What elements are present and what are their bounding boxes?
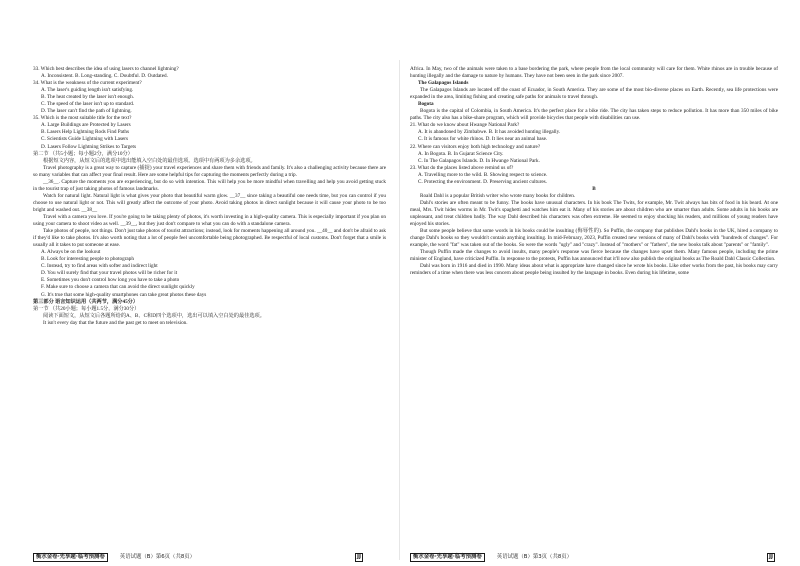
paper-code: JJ bbox=[356, 553, 361, 560]
text-line: G. It's true that some high-quality smartphones can take great photos these days bbox=[41, 291, 207, 298]
right-page bbox=[400, 0, 800, 566]
text-line: Dahl's stories are often meant to be funny. The books have unusual characters. In his book The Twits, for example, Mr. Twit always has bits of food in his beard. At one meal, Mrs. Twit hides worms in Mr. Twit's spaghetti and watches him eat it. Many of his stories are about children who are smarter than adults. Some adults in his books are unpleasant, and treat children badly. The way Dahl described his characters was often extreme. He seemed to enjoy shocking his readers, and millions of young readers have enjoyed his stories. bbox=[410, 199, 778, 228]
text-line: The Galapagos Islands are located off the coast of Ecuador, in South America. They are some of the most bio-diverse places on Earth. Recently, sea life protections were expanded in the area, limiting fishing and creating safe paths for animals to travel through. bbox=[410, 87, 778, 101]
text-line: A. Large Buildings are Protected by Lasers bbox=[41, 122, 131, 129]
text-line: 第一节 （共20小题；每小题1.5分，满分30分） bbox=[33, 305, 140, 312]
text-line: D. You will surely find that your travel photos will be richer for it bbox=[41, 270, 178, 277]
text-line: E. Sometimes you don't control how long you have to take a photo bbox=[41, 277, 180, 284]
text-line: Bogota is the capital of Colombia, in South America. It's the perfect place for a bike ride. The city has taken steps to reduce pollution. It has more than 350 miles of bike paths. The city also has a bike-share program, which will provide bicycles that people with disabilities can use. bbox=[410, 108, 778, 122]
text-line: Travel with a camera you love. If you're going to be taking plenty of photos, it's worth investing in a high-quality camera. This is especially important if you plan on using your camera to shoot video as well. __39__, but they just don't compare to what you can do with a standalone camera. bbox=[33, 213, 386, 228]
left-page-text bbox=[33, 66, 386, 327]
text-line: A. It is abandoned by Zimbabwe. B. It has avoided hunting illegally. bbox=[418, 129, 561, 136]
text-line: Dahl was born in 1916 and died in 1990. Many ideas about what is appropriate have changed since he wrote his books. Like other works from the past, his books may carry reminders of a time when there was less concern about people being insulted by the language in books. Even during his lifetime, some bbox=[410, 263, 778, 277]
text-line: D. Lasers Follow Lightning Strikes to Targets bbox=[41, 143, 136, 150]
text-line: 34. What is the weakness of the current experiment? bbox=[33, 80, 142, 87]
text-line: B. The heat created by the laser isn't enough. bbox=[41, 94, 135, 101]
text-line: 阅读下面短文，从短文后各题所给的A、B、C和D四个选项中，选出可以填入空白处的最佳选项。 bbox=[43, 312, 265, 319]
text-line: Travel photography is a great way to capture (捕捉) your travel experiences and share them with friends and family. It's also a challenging activity because there are so many variables that can affect your final result. Here are some helpful tips for capturing the moments perfectly during a trip. bbox=[33, 164, 386, 178]
text-line: C. Protecting the environment. D. Preserving ancient cultures. bbox=[418, 178, 547, 185]
text-line: C. Instead, try to find areas with softer and indirect light bbox=[41, 263, 158, 270]
text-line: But some people believe that some words in his books could be insulting (侮辱性的). So Puffin, the company that publishes Dahl's books in the UK, hired a company to change Dahl's books so they wouldn't contain anything insulting. In mid-February, 2023, Puffin created new versions of many of Dahl's books with "hundreds of changes". For example, the word "fat" was taken out of the books. So were the words "ugly" and "crazy". Instead of "mothers" or "fathers", the new books talk about "parents" or "family". bbox=[410, 228, 778, 249]
page-number-label: 英语试题（B）第3页（共8页） bbox=[496, 554, 573, 560]
text-line: D. The laser can't find the path of lightning. bbox=[41, 108, 132, 115]
text-line: A. In Bogota. B. In Gujarat Science City. bbox=[418, 150, 504, 157]
text-line: C. The speed of the laser isn't up to standard. bbox=[41, 101, 135, 108]
text-line: F. Make sure to choose a camera that can avoid the direct sunlight quickly bbox=[41, 284, 195, 291]
paper-code: JJ bbox=[768, 553, 773, 560]
text-line: 23. What do the places listed above remind us of? bbox=[410, 164, 514, 171]
text-line: B. Look for interesting people to photograph bbox=[41, 256, 134, 263]
text-line: 21. What do we know about Hwange National Park? bbox=[410, 122, 520, 129]
text-line: B. Lasers Help Lightning Rods Find Paths bbox=[41, 129, 130, 136]
text-line: Bogota bbox=[418, 101, 434, 108]
text-line: A. Always be on the lookout bbox=[41, 249, 101, 256]
left-footer bbox=[33, 553, 363, 561]
text-line: Take photos of people, not things. Don't just take photos of tourist attractions; instead, look for moments happening all around you. __40__ and don't be afraid to ask if they'd like to take photos. It's also worth noting that a lot of people feel uncomfortable being photographed. Be respectful of local customs. Don't forget that a smile is usually all it takes to put someone at ease. bbox=[33, 228, 386, 249]
text-line: Roald Dahl is a popular British writer who wrote many books for children. bbox=[420, 192, 576, 199]
text-line: A. Travelling more to the wild. B. Showing respect to science. bbox=[418, 171, 548, 178]
text-line: C. It is famous for white rhinos. D. It lies near an animal base. bbox=[418, 136, 548, 143]
text-line: 第二节 （共5小题；每小题2分，满分10分） bbox=[33, 150, 133, 157]
text-line: 35. Which is the most suitable title for the text? bbox=[33, 115, 132, 122]
text-line: Watch for natural light. Natural light is what gives your photo that beautiful warm glow. __37__ since taking a beautiful one needs time, but you can control if you choose to use natural light or not. This will greatly affect the outcome of your photo. Avoid taking photos in direct sunlight because it will cause your photo to be too bright and washed out. __38__ bbox=[33, 192, 386, 213]
text-line: 第三部分 语言知识运用（共两节，满分45分） bbox=[33, 298, 139, 305]
text-line: __36__. Capture the moments you are experiencing, but do so with intention. This will help you be more mindful when travelling and help you avoid getting stuck in the tourist trap of just taking photos of famous landmarks. bbox=[33, 178, 386, 192]
text-line: C. In The Galapagos Islands. D. In Hwange National Park. bbox=[418, 157, 540, 164]
brand-label: 衡水金卷·先享题·临考预测卷 bbox=[410, 553, 485, 562]
text-line: B bbox=[592, 185, 596, 192]
text-line: C. Scientists Guide Lightning with Lasers bbox=[41, 136, 129, 143]
right-footer bbox=[410, 553, 775, 561]
text-line: Though Puffin made the changes to avoid insults, many people's response was fierce because the changes have upset them. Many famous people, including the prime minister of England, have criticized Puffin. In response to the protests, Puffin has announced that it'll now also publish the original books as The Roald Dahl Classic Collection. bbox=[410, 249, 778, 263]
text-line: The Galapagos Islands bbox=[418, 80, 469, 87]
text-line: Africa. In May, two of the animals were taken to a base bordering the park, where people from the local community will care for them. White rhinos are in trouble because of hunting illegally and the damage to nature by humans. They have not been seen in the park since 2007. bbox=[410, 66, 778, 80]
text-line: 33. Which best describes the idea of using lasers to channel lightning? bbox=[33, 66, 179, 72]
right-page-text bbox=[410, 66, 778, 277]
text-line: 根据短文内容，从短文后的选项中选出能填入空白处的最佳选项。选项中有两项为多余选项。 bbox=[43, 157, 256, 164]
text-line: A. Inconsistent. B. Long-standing. C. Doubtful. D. Outdated. bbox=[41, 73, 168, 80]
text-line: It isn't every day that the future and the past get to meet on television. bbox=[43, 319, 188, 326]
text-line: 22. Where can visitors enjoy both high technology and nature? bbox=[410, 143, 541, 150]
brand-label: 衡水金卷·先享题·临考预测卷 bbox=[33, 553, 108, 562]
page-number-label: 英语试题（B）第6页（共8页） bbox=[119, 554, 196, 560]
text-line: A. The laser's guiding length isn't satisfying. bbox=[41, 87, 134, 94]
